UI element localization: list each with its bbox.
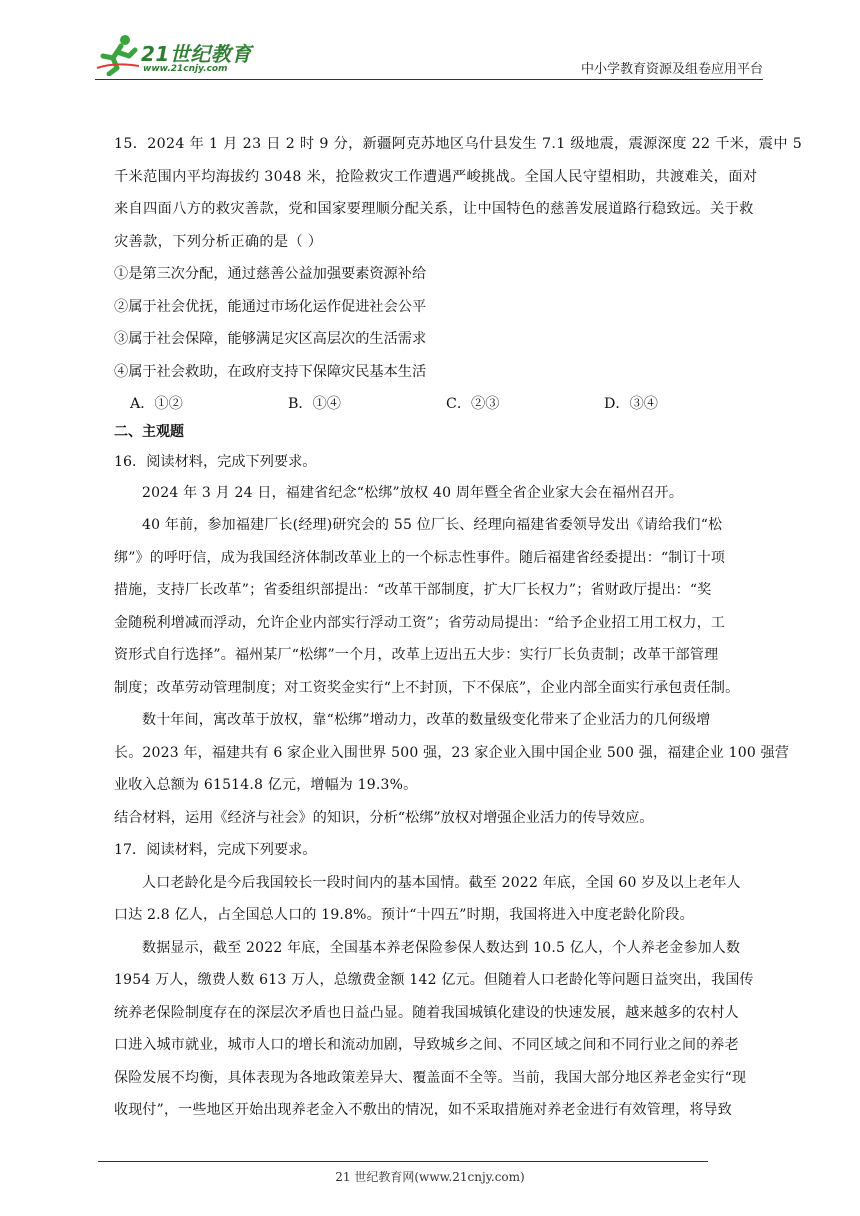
runner-logo-icon [95,32,141,76]
q15-line: 千米范围内平均海拔约 3048 米，抢险救灾工作遭遇严峻挑战。全国人民守望相助，共渡难关，面对 [114,168,758,185]
material-line: 1954 万人，缴费人数 613 万人，总缴费金额 142 亿元。但随着人口老龄化等问题日益突出，我国传 [114,972,754,988]
document-body [114,128,803,1127]
material-line: 统养老保险制度存在的深层次矛盾也日益凸显。随着我国城镇化建设的快速发展，越来越多的农村人 [114,1004,739,1021]
material-line: 长。2023 年，福建共有 6 家企业入围世界 500 强，23 家企业入围中国企业 500 强，福建企业 100 强营 [114,744,790,761]
material-line: 口达 2.8 亿人，占全国总人口的 19.8%。预计“十四五”时期，我国将进入中度老龄化阶段。 [114,907,694,923]
material-line: 保险发展不均衡，具体表现为各地政策差异大、覆盖面不全等。当前，我国大部分地区养老金实行“现 [114,1069,747,1086]
q16-material [114,477,790,802]
page-header [95,28,763,80]
material-line: 措施，支持厂长改革”；省委组织部提出：“改革干部制度，扩大厂长权力”；省财政厅提出：“奖 [114,582,712,598]
option-c: C．②③ [446,396,500,412]
logo-brand-text: 21世纪教育 [141,42,252,66]
header-divider [95,79,763,80]
q15-line: 来自四面八方的救灾善款，党和国家要理顺分配关系，让中国特色的慈善发展道路行稳致远。关于救 [114,201,754,217]
q16-question: 结合材料，运用《经济与社会》的知识，分析“松绑”放权对增强企业活力的传导效应。 [114,809,654,826]
material-line: 收现付”，一些地区开始出现养老金入不敷出的情况，如不采取措施对养老金进行有效管理，将导致 [114,1102,732,1118]
material-line: 人口老龄化是今后我国较长一段时间内的基本国情。截至 2022 年底，全国 60 岁及以上老年人 [142,874,741,891]
q15-statement: ②属于社会优抚，能通过市场化运作促进社会公平 [114,298,427,315]
footer-divider [98,1161,708,1162]
q15-line: 15．2024 年 1 月 23 日 2 时 9 分，新疆阿克苏地区乌什县发生 7.1 级地震，震源深度 22 千米，震中 5 [114,136,803,152]
option-d: D．③④ [604,396,658,412]
q15-statement: ④属于社会救助，在政府支持下保障灾民基本生活 [114,363,427,380]
q15-statement: ①是第三次分配，通过慈善公益加强要素资源补给 [114,266,427,282]
material-line: 40 年前，参加福建厂长(经理)研究会的 55 位厂长、经理向福建省委领导发出《请给我们“松 [142,517,723,533]
q17-prompt: 17．阅读材料，完成下列要求。 [114,842,317,858]
option-a: A．①② [130,396,183,412]
material-line: 资形式自行选择”。福州某厂“松绑”一个月，改革上迈出五大步：实行厂长负责制；改革干部管理 [114,647,719,663]
section-heading: 二、主观题 [114,423,184,440]
material-line: 业收入总额为 61514.8 亿元，增幅为 19.3%。 [114,777,418,793]
material-line: 2024 年 3 月 24 日，福建省纪念“松绑”放权 40 周年暨全省企业家大会在福州召开。 [142,484,684,501]
site-logo [95,32,265,78]
q16-prompt: 16．阅读材料，完成下列要求。 [114,453,317,470]
q15-statement: ③属于社会保障，能够满足灾区高层次的生活需求 [114,331,427,347]
material-line: 数据显示，截至 2022 年底，全国基本养老保险参保人数达到 10.5 亿人，个人养老金参加人数 [142,939,741,956]
page-footer: 21 世纪教育网(www.21cnjy.com) [335,1170,525,1184]
material-line: 制度；改革劳动管理制度；对工资奖金实行“上不封顶，下不保底”，企业内部全面实行承包责任制。 [114,679,740,696]
q15-line: 灾善款，下列分析正确的是（ ） [114,233,323,250]
material-line: 口进入城市就业，城市人口的增长和流动加剧，导致城乡之间、不同区域之间和不同行业之间的养老 [114,1037,739,1053]
material-line: 金随税利增减而浮动，允许企业内部实行浮动工资”；省劳动局提出：“给予企业招工用工权力，工 [114,614,726,631]
material-line: 绑”》的呼吁信，成为我国经济体制改革业上的一个标志性事件。随后福建省经委提出：“制订十项 [114,549,726,566]
q15-options [114,388,776,421]
platform-title: 中小学教育资源及组卷应用平台 [580,62,763,77]
option-b: B．①④ [288,396,341,412]
logo-url-text: www.21cnjy.com [143,64,228,74]
material-line: 数十年间，寓改革于放权，靠“松绑”增动力，改革的数量级变化带来了企业活力的几何级增 [142,712,711,728]
q17-material [114,867,776,1127]
